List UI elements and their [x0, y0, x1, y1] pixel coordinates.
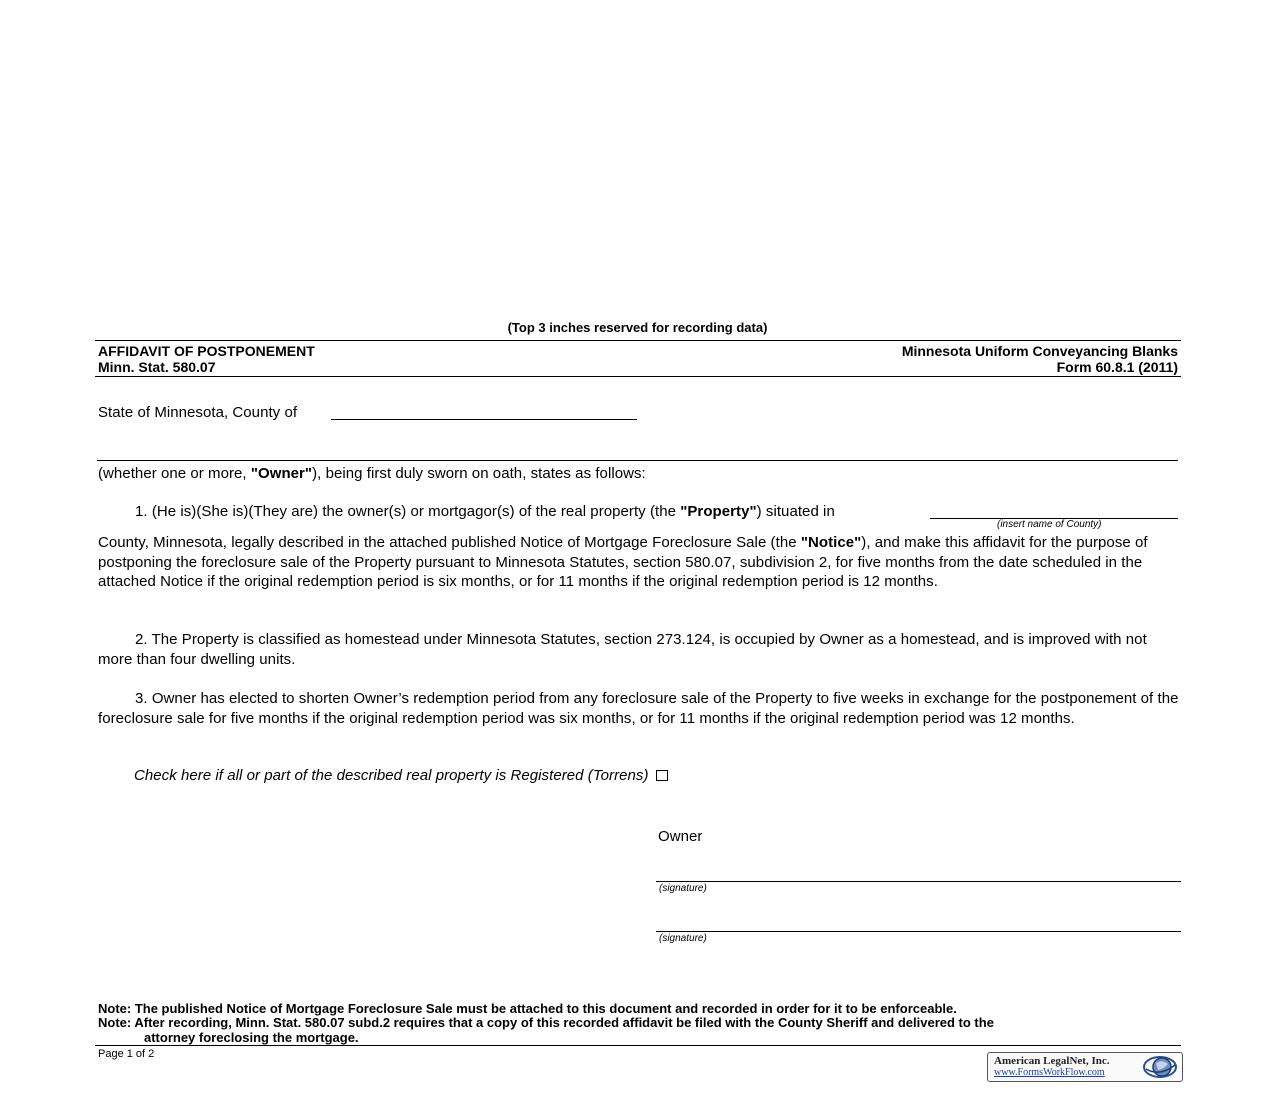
intro-suffix: ), being first duly sworn on oath, states as follows:	[312, 465, 646, 482]
logo-company-name: American LegalNet, Inc.	[994, 1055, 1110, 1067]
form-series-block	[902, 343, 1178, 375]
note-2-line-1: Note: After recording, Minn. Stat. 580.07 subd.2 requires that a copy of this recorded affidavit be filed with the County Sheriff and delivered to the	[98, 1015, 994, 1030]
signature-line-1[interactable]	[656, 881, 1181, 882]
paragraph-3-text: 3. Owner has elected to shorten Owner’s redemption period from any foreclosure sale of the Property to five weeks in exchange for the postponement of the foreclosure sale for five months if the original redemption period was six months, or for 11 months if the original redemption period was 12 months.	[98, 690, 1179, 727]
notice-term: "Notice"	[800, 534, 862, 551]
county-caption: (insert name of County)	[997, 519, 1102, 530]
venue-label: State of Minnesota, County of	[98, 404, 298, 421]
intro-prefix: (whether one or more,	[98, 465, 251, 482]
signature-caption-2: (signature)	[659, 933, 707, 944]
affiant-name-field[interactable]	[97, 460, 1178, 461]
logo-website-link[interactable]: www.FormsWorkFlow.com	[994, 1067, 1105, 1078]
property-term: "Property"	[680, 503, 757, 520]
form-title: AFFIDAVIT OF POSTPONEMENT	[98, 343, 315, 359]
paragraph-1-body-start: County, Minnesota, legally described in the attached published Notice of Mortgage Foreclosure Sale (the	[98, 534, 801, 551]
note-1: Note: The published Notice of Mortgage Foreclosure Sale must be attached to this document and recorded in order for it to be enforceable.	[98, 1001, 957, 1016]
signature-line-2[interactable]	[656, 931, 1181, 932]
footer-rule	[95, 1045, 1181, 1046]
header-bottom-rule	[95, 376, 1181, 377]
series-title: Minnesota Uniform Conveyancing Blanks	[901, 343, 1178, 359]
note-2-line-2: attorney foreclosing the mortgage.	[144, 1030, 359, 1045]
torrens-checkbox[interactable]	[656, 770, 668, 781]
paragraph-3	[98, 689, 1183, 728]
owner-label: Owner	[658, 828, 703, 845]
paragraph-1-body	[98, 533, 1183, 592]
statute-reference: Minn. Stat. 580.07	[98, 359, 216, 375]
recording-reserved-note: (Top 3 inches reserved for recording data)	[507, 320, 768, 335]
paragraph-1-lead-end: ) situated in	[756, 503, 835, 520]
intro-statement	[98, 464, 646, 484]
paragraph-1-body-end: ), and make this affidavit for the purpose of postponing the foreclosure sale of the Property pursuant to Minnesota Statutes, section 580.07, subdivision 2, for five months from the date scheduled in the attached Notice if the original redemption period is six months, or for 11 months if the original redemption period is 12 months.	[98, 534, 1148, 590]
publisher-logo[interactable]	[987, 1052, 1183, 1082]
signature-caption-1: (signature)	[659, 883, 707, 894]
county-field[interactable]	[331, 419, 637, 420]
torrens-row	[134, 766, 668, 786]
globe-icon	[1142, 1055, 1178, 1079]
owner-term: "Owner"	[250, 465, 313, 482]
torrens-label: Check here if all or part of the described real property is Registered (Torrens)	[134, 767, 649, 784]
paragraph-1-lead-text: 1. (He is)(She is)(They are) the owner(s) or mortgagor(s) of the real property (the	[135, 503, 681, 520]
header-top-rule	[95, 340, 1181, 341]
paragraph-2	[98, 630, 1183, 669]
form-number: Form 60.8.1 (2011)	[1056, 359, 1178, 375]
page-number: Page 1 of 2	[98, 1048, 155, 1060]
form-title-block	[98, 343, 315, 375]
paragraph-1-lead	[98, 502, 835, 522]
paragraph-2-text: 2. The Property is classified as homestead under Minnesota Statutes, section 273.124, is occupied by Owner as a homestead, and is improved with not more than four dwelling units.	[98, 631, 1147, 668]
